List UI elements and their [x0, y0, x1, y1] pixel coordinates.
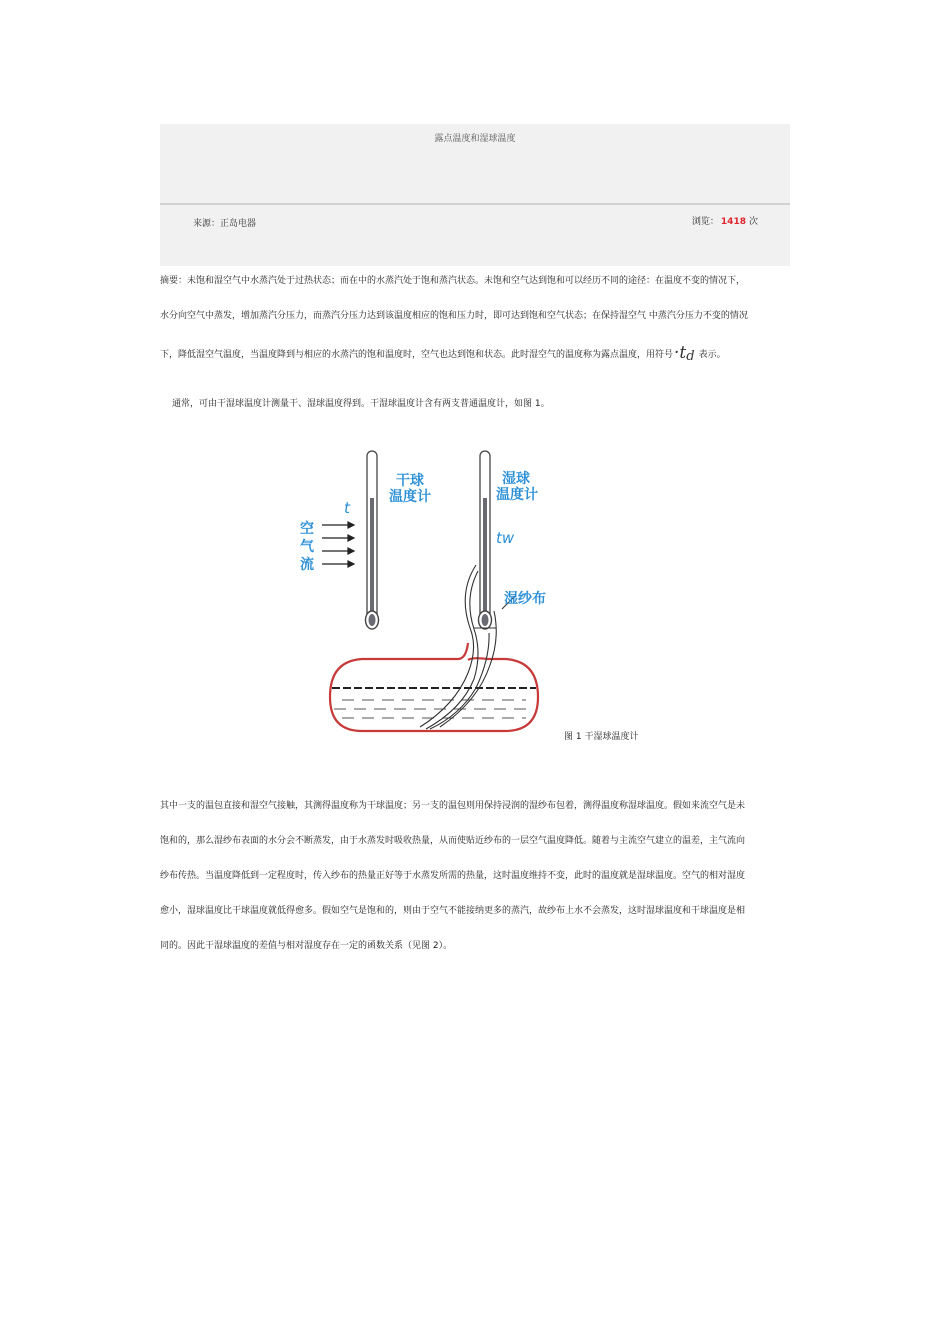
body-line-4: 愈小，湿球温度比干球温度就低得愈多。假如空气是饱和的，则由于空气不能接纳更多的蒸汽，故纱布上水不会蒸发，这时湿球温度和干球温度是相 [160, 906, 746, 916]
dry-bulb-thermometer [366, 451, 379, 629]
body-line-3: 纱布传热。当温度降低到一定程度时，传入纱布的热量正好等于水蒸发所需的热量，这时温度维持不变，此时的温度就是湿球温度。空气的相对湿度 [160, 871, 746, 881]
wet-thermometer-label-2: 温度计 [496, 487, 538, 503]
article-header [160, 124, 790, 266]
abstract-line-3-text: 下，降低湿空气温度，当温度降到与相应的水蒸汽的饱和温度时，空气也达到饱和状态。此时湿空气的温度称为露点温度，用符号 [160, 350, 674, 360]
body-line-1: 其中一支的温包直接和湿空气接触，其测得温度称为干球温度；另一支的温包则用保持浸润的湿纱布包着，测得温度称湿球温度。假如来流空气是未 [160, 801, 746, 811]
air-flow-label-2: 气 [300, 539, 314, 555]
wet-temp-symbol: tw [496, 529, 515, 547]
wet-bulb-thermometer [479, 451, 492, 629]
header-divider [160, 203, 790, 205]
article-title: 露点温度和湿球温度 [434, 134, 516, 144]
views-unit: 次 [748, 217, 758, 227]
psychrometer-diagram [290, 443, 550, 743]
intro-paragraph: 通常，可由干湿球温度计测量干、湿球温度得到。干湿球温度计含有两支普通温度计，如图 1。 [172, 399, 550, 409]
dew-point-symbol: ·td [674, 343, 695, 364]
wick-label: 湿纱布 [504, 591, 546, 607]
figure-caption: 图 1 干湿球温度计 [564, 732, 639, 742]
abstract-line-3-end: 表示。 [698, 350, 726, 360]
dry-thermometer-label-1: 干球 [396, 473, 424, 489]
air-flow-label-3: 流 [300, 557, 314, 573]
source-label: 来源：正岛电器 [193, 219, 257, 229]
dry-thermometer-label-2: 温度计 [389, 489, 431, 505]
air-flow-label-1: 空 [300, 521, 314, 537]
air-flow-arrows [322, 522, 354, 567]
wet-thermometer-label-1: 湿球 [502, 471, 530, 487]
body-line-2: 饱和的，那么湿纱布表面的水分会不断蒸发，由于水蒸发时吸收热量，从而使贴近纱布的一层空气温度降低。随着与主流空气建立的温差，主气流向 [160, 836, 746, 846]
dry-temp-symbol: t [344, 499, 350, 517]
abstract-line-3 [160, 343, 790, 364]
psychrometer-figure [290, 443, 550, 743]
view-counter [692, 214, 758, 227]
body-line-5: 同的。因此干湿球温度的差值与相对湿度存在一定的函数关系（见图 2）。 [160, 941, 453, 951]
views-count: 1418 [720, 217, 746, 227]
abstract-line-2: 水分向空气中蒸发，增加蒸汽分压力，而蒸汽分压力达到该温度相应的饱和压力时，即可达到饱和空气状态；在保持湿空气 中蒸汽分压力不变的情况 [160, 311, 748, 321]
views-label: 浏览： [691, 217, 719, 227]
abstract-line-1: 摘要：未饱和湿空气中水蒸汽处于过热状态；而在中的水蒸汽处于饱和蒸汽状态。未饱和空气达到饱和可以经历不同的途径：在温度不变的情况下， [160, 276, 746, 286]
